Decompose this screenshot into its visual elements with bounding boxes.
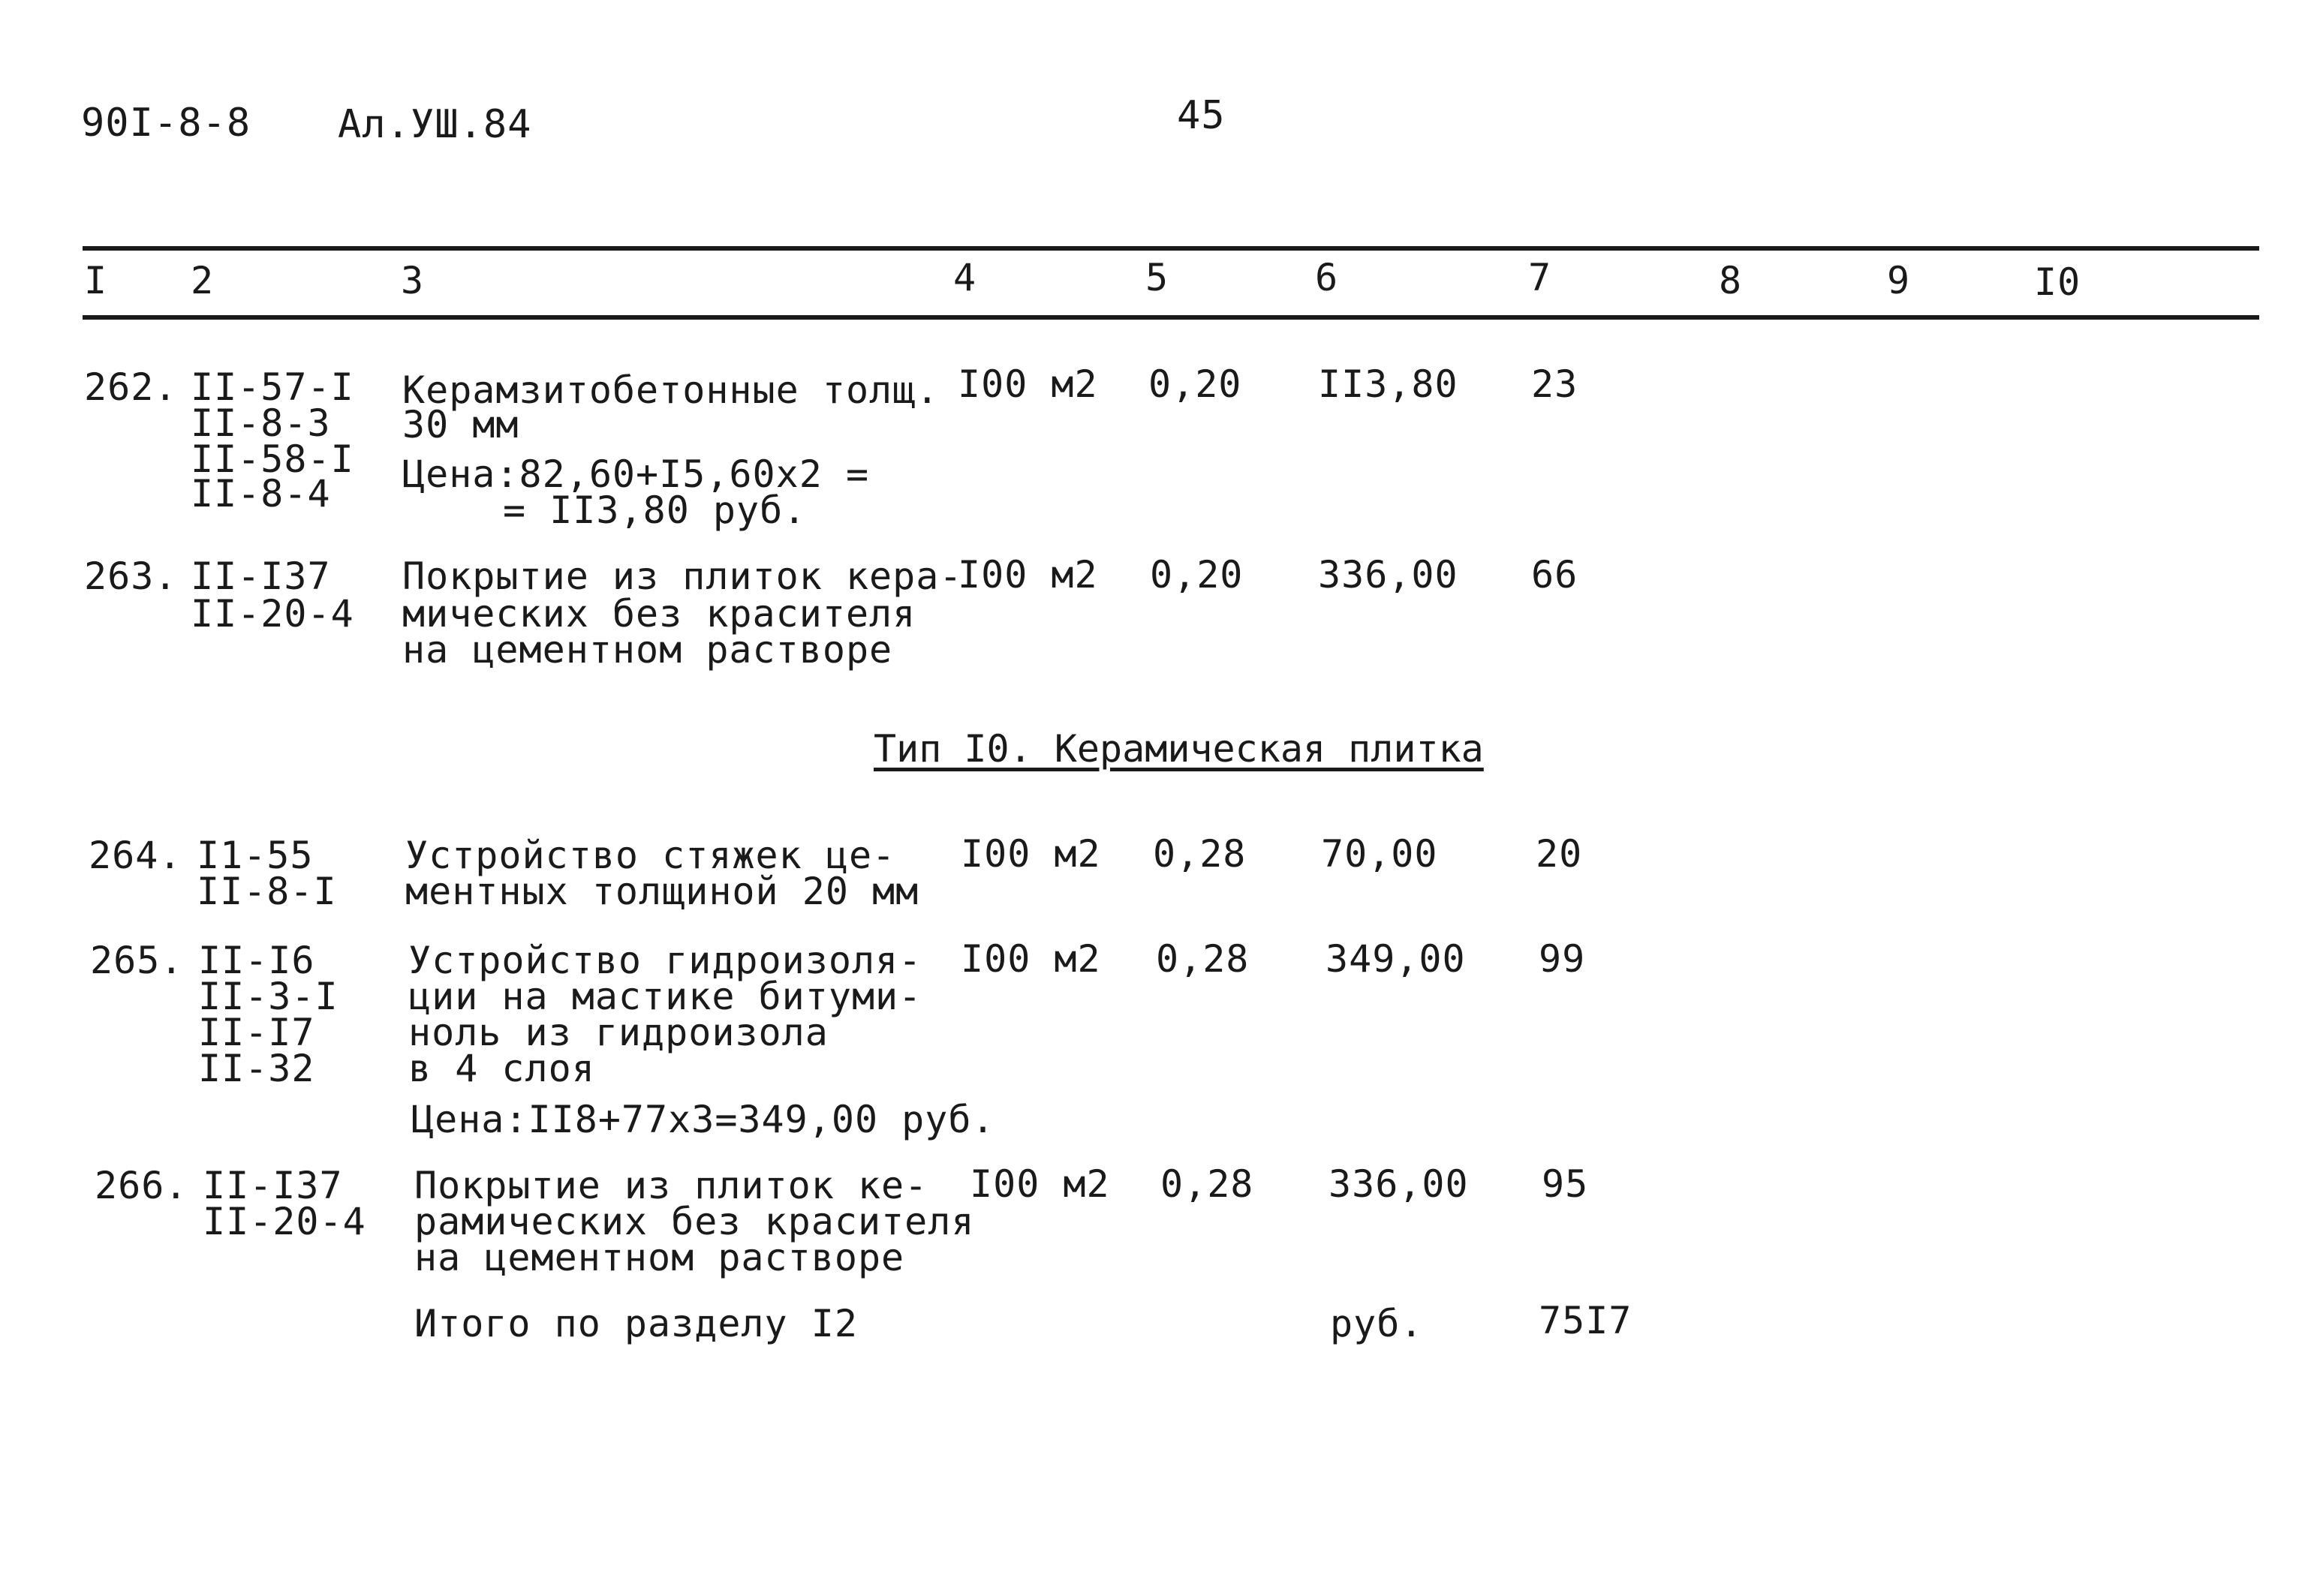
row-code: II-3-I [198,975,339,1018]
row-quantity: 0,28 [1156,937,1250,981]
column-header-8: 8 [1719,259,1743,302]
section-total-label: Итого по разделу I2 [414,1302,858,1345]
price-calculation: = II3,80 руб. [503,488,807,532]
row-total: 23 [1531,362,1578,406]
row-description: Устройство стяжек це- [405,834,896,877]
row-number: 266. [95,1164,188,1207]
row-description: 30 мм [402,403,519,446]
price-calculation: Цена:82,60+I5,60х2 = [402,452,870,496]
row-code: II-I7 [198,1011,315,1054]
row-description: Покрытие из плиток ке- [414,1164,928,1207]
row-unit: I00 м2 [970,1162,1110,1206]
row-description: в 4 слоя [408,1047,595,1090]
row-total: 95 [1542,1162,1589,1206]
row-code: II-8-3 [191,401,331,445]
column-header-4: 4 [953,256,977,299]
row-total: 20 [1536,832,1583,876]
row-number: 262. [84,365,178,409]
row-description: Устройство гидроизоля- [408,939,922,982]
column-header-7: 7 [1528,256,1552,299]
row-code: II-57-I [191,365,354,409]
row-quantity: 0,28 [1160,1162,1254,1206]
row-quantity: 0,20 [1150,553,1244,597]
row-unit: I00 м2 [961,937,1101,981]
column-header-9: 9 [1887,259,1911,302]
column-header-1: I [84,259,108,302]
row-quantity: 0,28 [1153,832,1247,876]
row-code: II-20-4 [191,592,354,636]
row-description: ноль из гидроизола [408,1011,829,1054]
row-total: 99 [1539,937,1586,981]
row-description: на цементном растворе [402,628,893,672]
row-code: I1-55 [197,834,314,877]
row-description: Покрытие из плиток кера- [402,555,963,598]
row-description: ментных толщиной 20 мм [405,870,919,913]
row-description: на цементном растворе [414,1236,905,1279]
row-code: II-8-I [197,870,337,913]
row-description: ции на мастике битуми- [408,975,922,1018]
row-unit: I00 м2 [961,832,1101,876]
column-header-3: 3 [401,259,425,302]
row-number: 264. [89,834,182,877]
row-code: II-I6 [198,939,315,982]
column-header-10: I0 [2034,260,2081,304]
document-code: 90I-8-8 [81,101,251,146]
album-code: Ал.УШ.84 [338,102,532,147]
section-total-value: 75I7 [1539,1299,1632,1342]
column-header-5: 5 [1145,256,1169,299]
row-number: 265. [90,939,184,982]
table-top-rule [83,246,2259,251]
section-title: Тип I0. Керамическая плитка [874,727,1484,771]
row-code: II-8-4 [191,472,331,515]
price-calculation: Цена:II8+77х3=349,00 руб. [411,1098,995,1141]
row-code: II-I37 [203,1164,343,1207]
row-quantity: 0,20 [1148,362,1242,406]
table-header-bottom-rule [83,315,2259,320]
row-description: рамических без красителя [414,1200,975,1243]
row-total: 66 [1531,553,1578,597]
column-header-2: 2 [191,259,215,302]
row-code: II-I37 [191,555,331,598]
row-code: II-20-4 [203,1200,366,1243]
row-unit-price: II3,80 [1318,362,1458,406]
row-number: 263. [84,555,178,598]
row-unit: I00 м2 [958,362,1098,406]
row-unit-price: 336,00 [1329,1162,1469,1206]
row-unit-price: 336,00 [1318,553,1458,597]
row-unit: I00 м2 [958,553,1098,597]
page-number: 45 [1177,93,1226,138]
row-unit-price: 349,00 [1326,937,1466,981]
row-code: II-32 [198,1047,315,1090]
row-description: мических без красителя [402,592,916,636]
section-total-unit: руб. [1330,1302,1424,1345]
row-code: II-58-I [191,437,354,481]
column-header-6: 6 [1315,256,1339,299]
row-unit-price: 70,00 [1321,832,1438,876]
row-description: Керамзитобетонные толщ. [402,368,940,412]
